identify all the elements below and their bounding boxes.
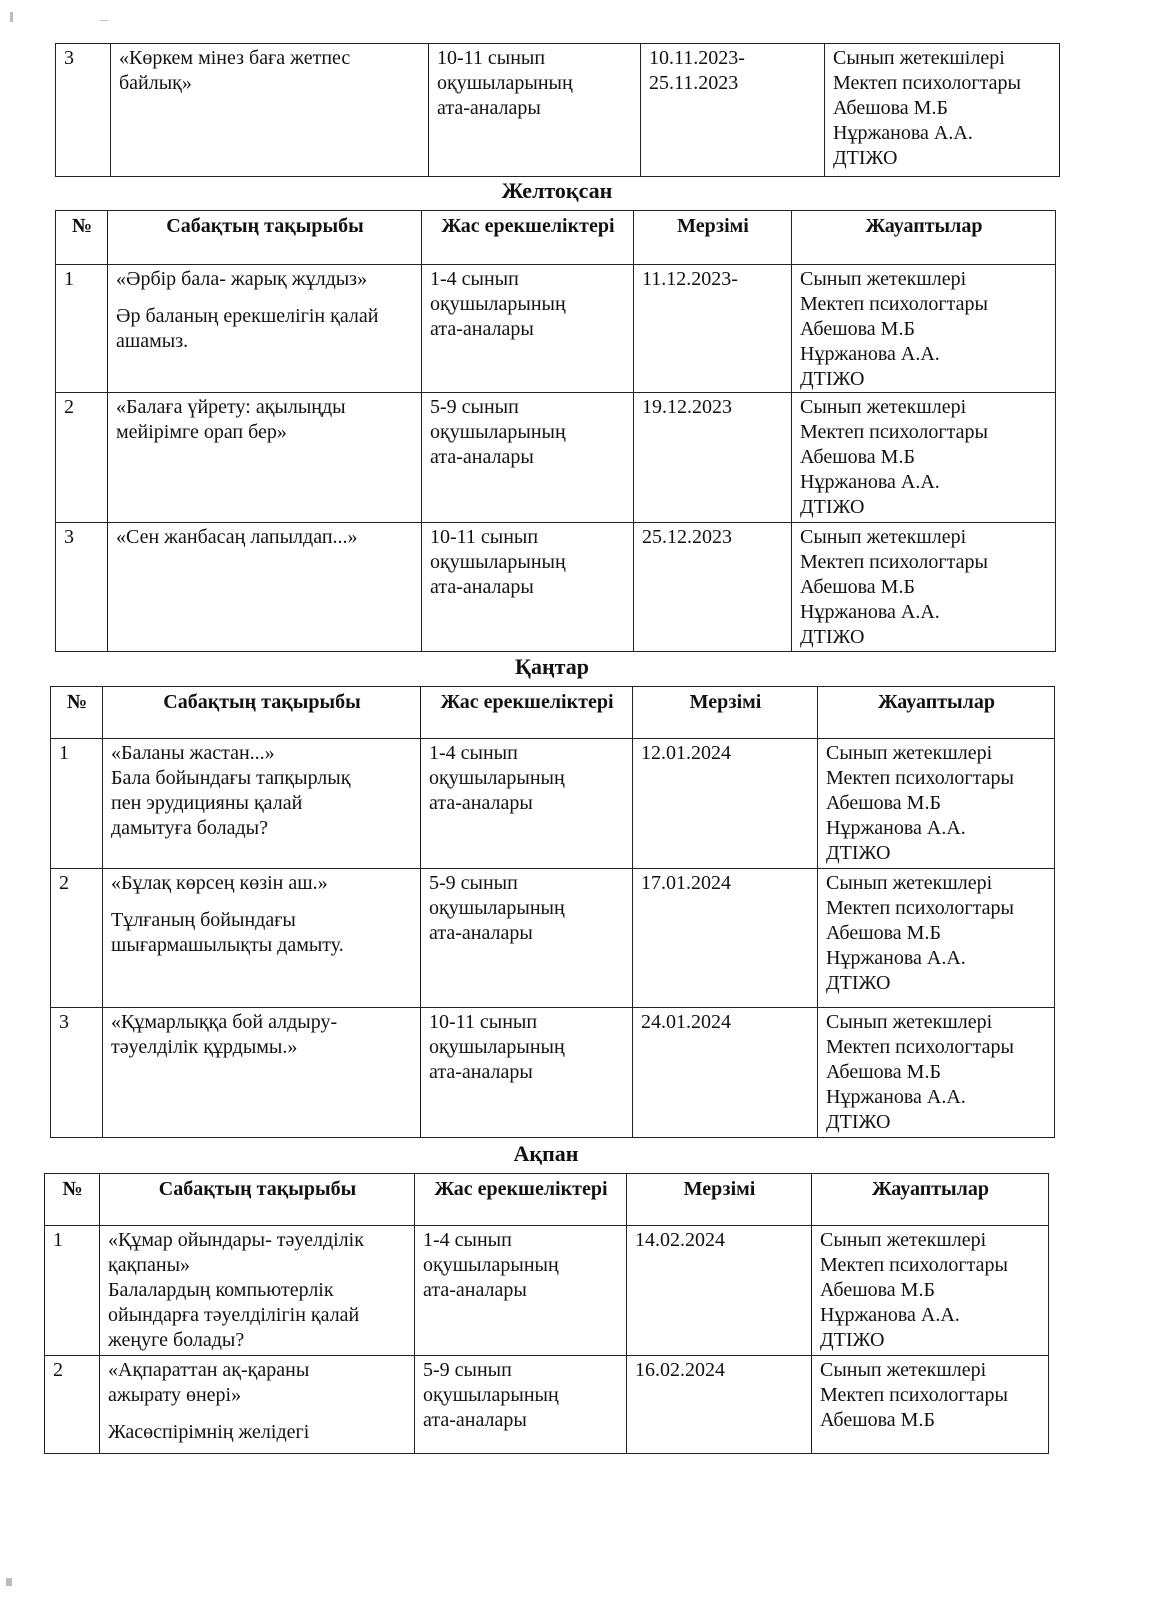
- cell-line: Әр баланың ерекшелігін қалай: [116, 305, 379, 327]
- row-number: 2: [51, 869, 103, 1008]
- age-cell: [421, 739, 633, 869]
- responsible-cell: [812, 1356, 1049, 1454]
- cell-line: 25.12.2023: [642, 526, 732, 548]
- cell-line: оқушыларының: [429, 767, 565, 789]
- row-number: 3: [56, 44, 111, 177]
- line-gap: [108, 1408, 407, 1420]
- header-topic: Сабақтың тақырыбы: [108, 211, 422, 265]
- table-row: [51, 1008, 1055, 1138]
- cell-line: ДТІЖО: [800, 368, 865, 390]
- cell-line: дамытуға болады?: [111, 817, 268, 839]
- cell-line: ата-аналары: [423, 1409, 527, 1431]
- cell-line: Сынып жетекшлері: [800, 396, 967, 418]
- scan-speck: [6, 1578, 12, 1586]
- cell-line: ата-аналары: [430, 318, 534, 340]
- cell-line: ДТІЖО: [820, 1329, 885, 1351]
- responsible-cell: [792, 523, 1056, 652]
- responsible-cell: [818, 739, 1055, 869]
- cell-line: Мектеп психологтары: [820, 1254, 1008, 1276]
- responsible-cell: [812, 1226, 1049, 1356]
- row-number: 2: [56, 393, 108, 523]
- row-number: 2: [45, 1356, 100, 1454]
- cell-line: ДТІЖО: [826, 972, 891, 994]
- cell-line: Жасөспірімнің желідегі: [108, 1421, 310, 1443]
- cell-line: Сынып жетекшлері: [800, 268, 967, 290]
- cell-line: Сынып жетекшлері: [826, 742, 993, 764]
- cell-line: ДТІЖО: [800, 626, 865, 648]
- table-row: [56, 523, 1056, 652]
- table-january: [50, 686, 1055, 1138]
- age-cell: [422, 523, 634, 652]
- cell-line: Сынып жетекшлері: [826, 872, 993, 894]
- cell-line: Нұржанова А.А.: [800, 343, 940, 365]
- cell-line: Мектеп психологтары: [800, 551, 988, 573]
- topic-cell: [108, 393, 422, 523]
- date-cell: [634, 265, 792, 393]
- header-age: Жас ерекшеліктері: [421, 687, 633, 739]
- topic-cell: [103, 1008, 421, 1138]
- cell-line: «Құмар ойындары- тәуелділік: [108, 1229, 364, 1251]
- cell-line: Абешова М.Б: [826, 1061, 941, 1083]
- section-title-december: Желтоқсан: [501, 178, 613, 203]
- cell-line: «Әрбір бала- жарық жұлдыз»: [116, 268, 368, 290]
- cell-line: жеңуге болады?: [108, 1329, 245, 1351]
- cell-line: 11.12.2023-: [642, 268, 738, 290]
- date-cell: [627, 1226, 812, 1356]
- cell-line: 10.11.2023-: [649, 47, 745, 69]
- cell-line: ата-аналары: [429, 792, 533, 814]
- cell-line: мейірімге орап бер»: [116, 421, 287, 443]
- cell-line: шығармашылықты дамыту.: [111, 934, 344, 956]
- cell-line: Мектеп психологтары: [820, 1384, 1008, 1406]
- cell-line: «Сен жанбасаң лапылдап...»: [116, 526, 358, 548]
- cell-line: Абешова М.Б: [820, 1409, 935, 1431]
- header-number: №: [51, 687, 103, 739]
- date-cell: [633, 739, 818, 869]
- table-row: [45, 1226, 1049, 1356]
- row-number: 3: [56, 523, 108, 652]
- header-responsible: Жауаптылар: [818, 687, 1055, 739]
- date-cell: [634, 523, 792, 652]
- topic-cell: [103, 739, 421, 869]
- header-number: №: [56, 211, 108, 265]
- row-number: 3: [51, 1008, 103, 1138]
- cell-line: ата-аналары: [437, 97, 541, 119]
- cell-line: Абешова М.Б: [833, 97, 948, 119]
- cell-line: ДТІЖО: [800, 496, 865, 518]
- cell-line: Сынып жетекшлері: [826, 1011, 993, 1033]
- cell-line: 12.01.2024: [641, 742, 731, 764]
- cell-line: Мектеп психологтары: [826, 897, 1014, 919]
- table-header-row: [56, 211, 1056, 265]
- header-date: Мерзімі: [634, 211, 792, 265]
- line-gap: [111, 896, 413, 908]
- cell-line: 5-9 сынып: [429, 872, 518, 894]
- header-topic: Сабақтың тақырыбы: [100, 1174, 415, 1226]
- header-age: Жас ерекшеліктері: [422, 211, 634, 265]
- cell-line: 14.02.2024: [635, 1229, 725, 1251]
- cell-line: ДТІЖО: [826, 1111, 891, 1133]
- header-age: Жас ерекшеліктері: [415, 1174, 627, 1226]
- date-cell: [627, 1356, 812, 1454]
- cell-line: пен эрудицияны қалай: [111, 792, 303, 814]
- cell-line: ата-аналары: [430, 446, 534, 468]
- cell-line: Абешова М.Б: [826, 792, 941, 814]
- date-cell: [633, 1008, 818, 1138]
- cell-line: Балалардың компьютерлік: [108, 1279, 334, 1301]
- scan-speck: [100, 20, 108, 21]
- cell-line: Нұржанова А.А.: [826, 947, 966, 969]
- topic-cell: [100, 1356, 415, 1454]
- cell-line: ДТІЖО: [833, 147, 898, 169]
- cell-line: байлық»: [119, 72, 192, 94]
- header-date: Мерзімі: [627, 1174, 812, 1226]
- topic-cell: [111, 44, 429, 177]
- cell-line: 1-4 сынып: [423, 1229, 512, 1251]
- table-november-continuation: [55, 43, 1060, 177]
- scan-speck: [10, 12, 13, 22]
- date-cell: [634, 393, 792, 523]
- cell-line: оқушыларының: [423, 1254, 559, 1276]
- cell-line: Мектеп психологтары: [826, 767, 1014, 789]
- cell-line: оқушыларының: [423, 1384, 559, 1406]
- cell-line: Нұржанова А.А.: [800, 471, 940, 493]
- cell-line: 10-11 сынып: [437, 47, 546, 69]
- cell-line: Нұржанова А.А.: [820, 1304, 960, 1326]
- row-number: 1: [45, 1226, 100, 1356]
- cell-line: Нұржанова А.А.: [800, 601, 940, 623]
- header-topic: Сабақтың тақырыбы: [103, 687, 421, 739]
- table-row: [56, 393, 1056, 523]
- cell-line: Мектеп психологтары: [826, 1036, 1014, 1058]
- cell-line: Абешова М.Б: [800, 318, 915, 340]
- responsible-cell: [792, 393, 1056, 523]
- cell-line: 1-4 сынып: [430, 268, 519, 290]
- responsible-cell: [792, 265, 1056, 393]
- cell-line: «Көркем мінез баға жетпес: [119, 47, 351, 69]
- table-header-row: [45, 1174, 1049, 1226]
- cell-line: Сынып жетекшлері: [820, 1359, 987, 1381]
- cell-line: Нұржанова А.А.: [826, 1086, 966, 1108]
- table-row: [51, 869, 1055, 1008]
- cell-line: Абешова М.Б: [820, 1279, 935, 1301]
- age-cell: [422, 393, 634, 523]
- cell-line: Бала бойындағы тапқырлық: [111, 767, 351, 789]
- age-cell: [422, 265, 634, 393]
- cell-line: Абешова М.Б: [800, 576, 915, 598]
- row-number: 1: [56, 265, 108, 393]
- cell-line: Мектеп психологтары: [833, 72, 1021, 94]
- cell-line: ата-аналары: [429, 922, 533, 944]
- age-cell: [415, 1356, 627, 1454]
- cell-line: 10-11 сынып: [429, 1011, 538, 1033]
- cell-line: Мектеп психологтары: [800, 293, 988, 315]
- responsible-cell: [825, 44, 1060, 177]
- cell-line: ДТІЖО: [826, 842, 891, 864]
- responsible-cell: [818, 869, 1055, 1008]
- table-row: [56, 44, 1060, 177]
- topic-cell: [103, 869, 421, 1008]
- cell-line: Мектеп психологтары: [800, 421, 988, 443]
- cell-line: қақпаны»: [108, 1254, 191, 1276]
- header-responsible: Жауаптылар: [792, 211, 1056, 265]
- cell-line: 5-9 сынып: [423, 1359, 512, 1381]
- topic-cell: [100, 1226, 415, 1356]
- age-cell: [415, 1226, 627, 1356]
- cell-line: «Құмарлыққа бой алдыру-: [111, 1011, 338, 1033]
- table-header-row: [51, 687, 1055, 739]
- section-title-february: Ақпан: [513, 1141, 579, 1166]
- table-february: [44, 1173, 1049, 1454]
- cell-line: ойындарға тәуелділігін қалай: [108, 1304, 360, 1326]
- cell-line: Тұлғаның бойындағы: [111, 909, 296, 931]
- cell-line: ата-аналары: [430, 576, 534, 598]
- header-number: №: [45, 1174, 100, 1226]
- header-date: Мерзімі: [633, 687, 818, 739]
- date-cell: [641, 44, 825, 177]
- cell-line: «Балаға үйрету: ақылыңды: [116, 396, 346, 418]
- cell-line: Нұржанова А.А.: [833, 122, 973, 144]
- cell-line: оқушыларының: [429, 1036, 565, 1058]
- cell-line: «Бұлақ көрсең көзін аш.»: [111, 872, 328, 894]
- age-cell: [421, 869, 633, 1008]
- row-number: 1: [51, 739, 103, 869]
- table-december: [55, 210, 1056, 652]
- cell-line: 5-9 сынып: [430, 396, 519, 418]
- cell-line: ата-аналары: [429, 1061, 533, 1083]
- cell-line: Сынып жетекшлері: [820, 1229, 987, 1251]
- cell-line: 10-11 сынып: [430, 526, 539, 548]
- cell-line: ажырату өнері»: [108, 1384, 242, 1406]
- cell-line: Сынып жетекшлері: [800, 526, 967, 548]
- cell-line: Нұржанова А.А.: [826, 817, 966, 839]
- line-gap: [116, 292, 414, 304]
- cell-line: оқушыларының: [437, 72, 573, 94]
- cell-line: 19.12.2023: [642, 396, 732, 418]
- cell-line: оқушыларының: [430, 421, 566, 443]
- cell-line: «Ақпараттан ақ-қараны: [108, 1359, 310, 1381]
- cell-line: оқушыларының: [430, 293, 566, 315]
- table-row: [56, 265, 1056, 393]
- cell-line: 16.02.2024: [635, 1359, 725, 1381]
- cell-line: 24.01.2024: [641, 1011, 731, 1033]
- cell-line: оқушыларының: [430, 551, 566, 573]
- topic-cell: [108, 265, 422, 393]
- cell-line: «Баланы жастан...»: [111, 742, 275, 764]
- date-cell: [633, 869, 818, 1008]
- cell-line: 17.01.2024: [641, 872, 731, 894]
- cell-line: 25.11.2023: [649, 72, 739, 94]
- cell-line: Абешова М.Б: [800, 446, 915, 468]
- cell-line: ата-аналары: [423, 1279, 527, 1301]
- table-row: [51, 739, 1055, 869]
- topic-cell: [108, 523, 422, 652]
- section-title-january: Қаңтар: [515, 654, 589, 679]
- responsible-cell: [818, 1008, 1055, 1138]
- age-cell: [429, 44, 641, 177]
- cell-line: ашамыз.: [116, 330, 189, 352]
- cell-line: Сынып жетекшілері: [833, 47, 1005, 69]
- header-responsible: Жауаптылар: [812, 1174, 1049, 1226]
- table-row: [45, 1356, 1049, 1454]
- cell-line: 1-4 сынып: [429, 742, 518, 764]
- cell-line: Абешова М.Б: [826, 922, 941, 944]
- cell-line: оқушыларының: [429, 897, 565, 919]
- age-cell: [421, 1008, 633, 1138]
- cell-line: тәуелділік құрдымы.»: [111, 1036, 298, 1058]
